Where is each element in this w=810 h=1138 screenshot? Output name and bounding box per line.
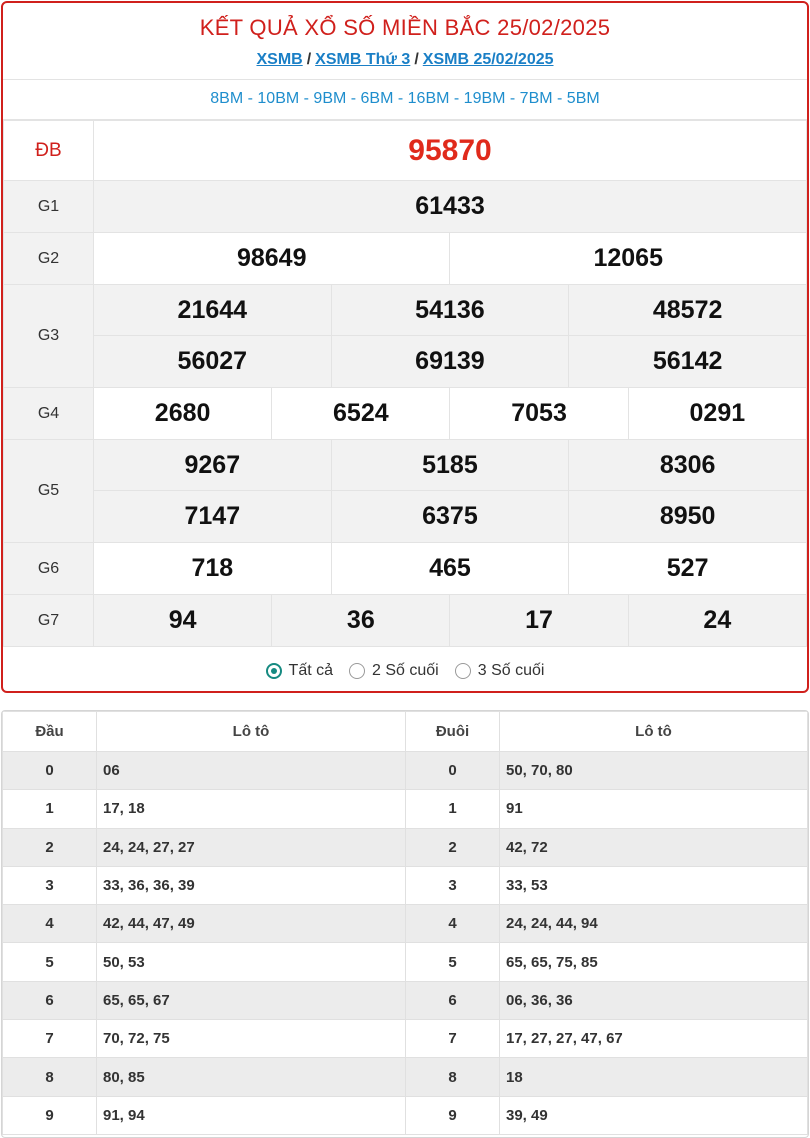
loto-header-loto: Lô tô xyxy=(500,712,808,752)
prize-number-g7: 17 xyxy=(450,595,628,647)
prize-row-g2 xyxy=(4,233,807,285)
prize-number-g4: 7053 xyxy=(450,388,628,440)
loto-duoi-values: 91 xyxy=(500,790,808,828)
prize-table xyxy=(3,120,807,647)
loto-header-loto: Lô tô xyxy=(97,712,406,752)
prize-number-g4: 6524 xyxy=(272,388,450,440)
prize-row-g5 xyxy=(4,491,807,543)
prize-row-g3 xyxy=(4,336,807,388)
prize-row-g4 xyxy=(4,388,807,440)
prize-number-g1: 61433 xyxy=(94,181,807,233)
prize-number-g5: 9267 xyxy=(94,440,332,491)
loto-duoi-values: 18 xyxy=(500,1058,808,1096)
prize-number-g3: 21644 xyxy=(94,285,332,336)
filter-all-radio[interactable] xyxy=(266,662,333,680)
loto-dau: 9 xyxy=(3,1096,97,1134)
prize-number-g7: 94 xyxy=(94,595,272,647)
loto-dau: 3 xyxy=(3,866,97,904)
radio-unchecked-icon[interactable] xyxy=(455,663,471,679)
loto-dau-values: 24, 24, 27, 27 xyxy=(97,828,406,866)
loto-dau-values: 91, 94 xyxy=(97,1096,406,1134)
prize-label-g5: G5 xyxy=(4,440,94,543)
filter-2-digits-label: 2 Số cuối xyxy=(372,662,439,679)
loto-duoi: 7 xyxy=(406,1020,500,1058)
breadcrumb xyxy=(3,51,807,69)
prize-label-g7: G7 xyxy=(4,595,94,647)
loto-row xyxy=(3,752,808,790)
prize-label-db: ĐB xyxy=(4,121,94,181)
loto-dau-values: 80, 85 xyxy=(97,1058,406,1096)
prize-number-g3: 56142 xyxy=(569,336,807,388)
loto-header-dau: Đầu xyxy=(3,712,97,752)
loto-dau: 7 xyxy=(3,1020,97,1058)
prize-number-g6: 718 xyxy=(94,543,332,595)
loto-duoi-values: 65, 65, 75, 85 xyxy=(500,943,808,981)
loto-row xyxy=(3,1058,808,1096)
prize-number-g5: 8306 xyxy=(569,440,807,491)
loto-row xyxy=(3,1020,808,1058)
prize-number-g4: 2680 xyxy=(94,388,272,440)
prize-number-g3: 56027 xyxy=(94,336,332,388)
prize-number-g5: 8950 xyxy=(569,491,807,543)
loto-duoi: 2 xyxy=(406,828,500,866)
loto-duoi-values: 06, 36, 36 xyxy=(500,981,808,1019)
loto-dau: 8 xyxy=(3,1058,97,1096)
loto-duoi: 6 xyxy=(406,981,500,1019)
loto-row xyxy=(3,981,808,1019)
prize-number-g6: 527 xyxy=(569,543,807,595)
loto-row xyxy=(3,1096,808,1134)
breadcrumb-separator: / xyxy=(414,51,419,68)
filter-3-digits-radio[interactable] xyxy=(455,662,545,680)
prize-number-g5: 5185 xyxy=(331,440,569,491)
loto-dau: 5 xyxy=(3,943,97,981)
page-title: KẾT QUẢ XỔ SỐ MIỀN BẮC 25/02/2025 xyxy=(199,15,611,40)
prize-label-g2: G2 xyxy=(4,233,94,285)
prize-number-g3: 69139 xyxy=(331,336,569,388)
loto-dau-values: 33, 36, 36, 39 xyxy=(97,866,406,904)
loto-duoi: 9 xyxy=(406,1096,500,1134)
breadcrumb-xsmb-link[interactable]: XSMB xyxy=(256,51,303,68)
loto-dau-values: 42, 44, 47, 49 xyxy=(97,905,406,943)
loto-duoi: 3 xyxy=(406,866,500,904)
loto-duoi-values: 24, 24, 44, 94 xyxy=(500,905,808,943)
prize-row-g3 xyxy=(4,285,807,336)
loto-dau: 2 xyxy=(3,828,97,866)
prize-number-db: 95870 xyxy=(94,121,807,181)
loto-dau: 0 xyxy=(3,752,97,790)
filter-all-label: Tất cả xyxy=(288,662,334,679)
loto-dau-values: 06 xyxy=(97,752,406,790)
prize-label-g1: G1 xyxy=(4,181,94,233)
draw-codes: 8BM - 10BM - 9BM - 6BM - 16BM - 19BM - 7BM - 5BM xyxy=(3,80,807,120)
loto-dau: 6 xyxy=(3,981,97,1019)
loto-row xyxy=(3,790,808,828)
breadcrumb-xsmb-date-link[interactable]: XSMB 25/02/2025 xyxy=(422,51,554,68)
loto-panel xyxy=(1,710,809,1138)
loto-dau: 1 xyxy=(3,790,97,828)
prize-number-g2: 12065 xyxy=(450,233,807,285)
loto-row xyxy=(3,866,808,904)
prize-number-g2: 98649 xyxy=(94,233,450,285)
loto-table xyxy=(2,711,808,1135)
breadcrumb-xsmb-thu3-link[interactable]: XSMB Thứ 3 xyxy=(315,51,411,68)
loto-duoi: 0 xyxy=(406,752,500,790)
loto-duoi-values: 50, 70, 80 xyxy=(500,752,808,790)
prize-row-g7 xyxy=(4,595,807,647)
prize-number-g7: 36 xyxy=(272,595,450,647)
loto-dau-values: 65, 65, 67 xyxy=(97,981,406,1019)
prize-number-g5: 7147 xyxy=(94,491,332,543)
loto-duoi: 4 xyxy=(406,905,500,943)
loto-dau-values: 50, 53 xyxy=(97,943,406,981)
filter-2-digits-radio[interactable] xyxy=(349,662,439,680)
loto-dau-values: 70, 72, 75 xyxy=(97,1020,406,1058)
loto-duoi: 8 xyxy=(406,1058,500,1096)
loto-dau-values: 17, 18 xyxy=(97,790,406,828)
loto-row xyxy=(3,828,808,866)
filter-3-digits-label: 3 Số cuối xyxy=(477,662,545,679)
prize-number-g7: 24 xyxy=(628,595,806,647)
radio-checked-icon[interactable] xyxy=(266,663,282,679)
loto-duoi: 1 xyxy=(406,790,500,828)
prize-number-g3: 54136 xyxy=(331,285,569,336)
prize-number-g5: 6375 xyxy=(331,491,569,543)
loto-header-row xyxy=(3,712,808,752)
prize-row-g6 xyxy=(4,543,807,595)
prize-row-g1 xyxy=(4,181,807,233)
loto-dau: 4 xyxy=(3,905,97,943)
loto-duoi: 5 xyxy=(406,943,500,981)
prize-number-g4: 0291 xyxy=(628,388,806,440)
loto-duoi-values: 39, 49 xyxy=(500,1096,808,1134)
loto-duoi-values: 17, 27, 27, 47, 67 xyxy=(500,1020,808,1058)
prize-label-g3: G3 xyxy=(4,285,94,388)
prize-number-g3: 48572 xyxy=(569,285,807,336)
result-header xyxy=(3,3,807,80)
radio-unchecked-icon[interactable] xyxy=(349,663,365,679)
loto-row xyxy=(3,905,808,943)
breadcrumb-separator: / xyxy=(306,51,312,68)
loto-row xyxy=(3,943,808,981)
prize-number-g6: 465 xyxy=(331,543,569,595)
loto-duoi-values: 33, 53 xyxy=(500,866,808,904)
digit-filter-group xyxy=(3,647,807,693)
prize-label-g6: G6 xyxy=(4,543,94,595)
prize-row-g5 xyxy=(4,440,807,491)
loto-duoi-values: 42, 72 xyxy=(500,828,808,866)
prize-label-g4: G4 xyxy=(4,388,94,440)
loto-header-duoi: Đuôi xyxy=(406,712,500,752)
lottery-result-panel xyxy=(1,1,809,693)
prize-row-db xyxy=(4,121,807,181)
